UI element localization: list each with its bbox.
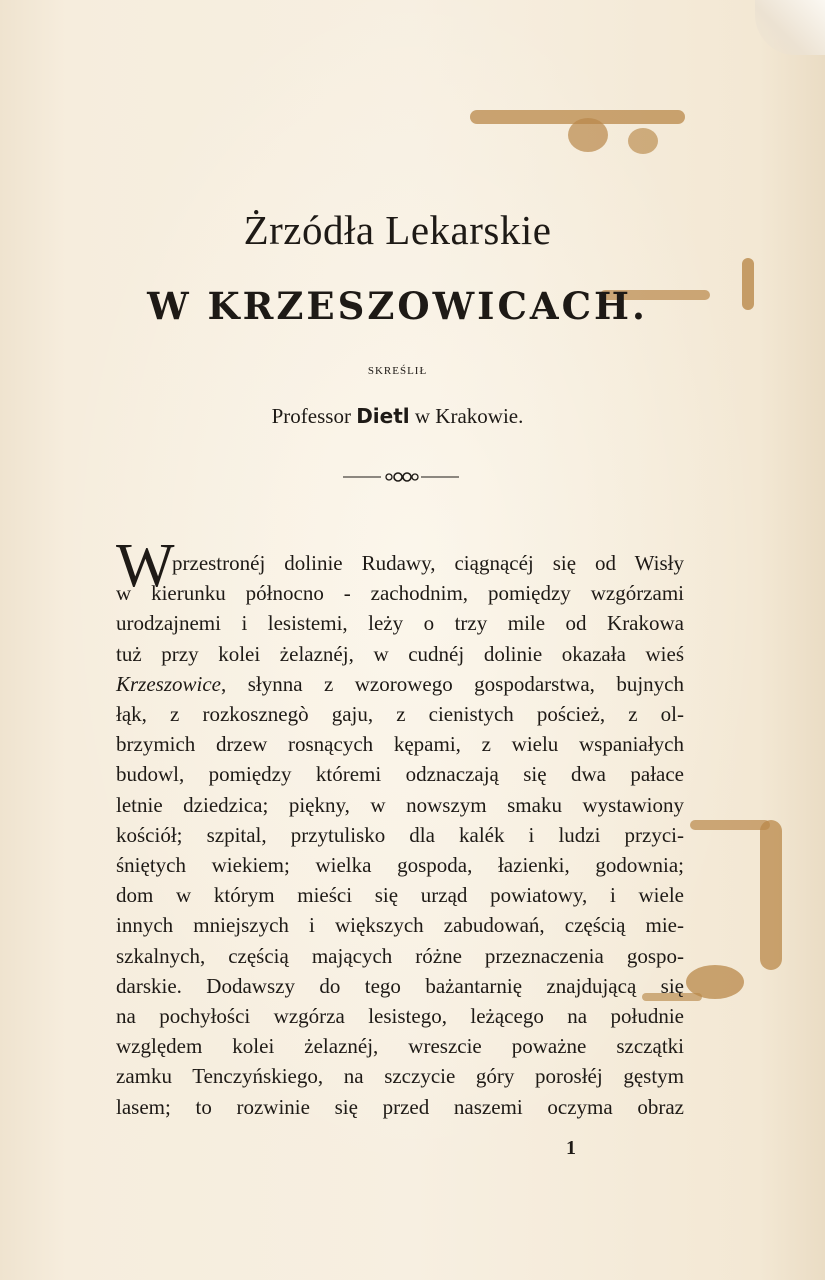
document-subtitle: W KRZESZOWICACH.	[147, 284, 648, 328]
author-name: Dietl	[356, 404, 410, 428]
byline: SKREŚLIŁ	[367, 365, 428, 377]
text-line: tuż przy kolei żelaznéj, w cudnéj dolinie okazała wieś	[116, 641, 684, 666]
text-line: lasem; to rozwinie się przed naszemi oczyma obraz	[116, 1094, 684, 1119]
author-prefix: Professor	[271, 404, 351, 428]
document-title: Żrzódła Lekarskie	[243, 207, 552, 253]
text-line: urodzajnemi i lesistemi, leży o trzy mile od Krakowa	[116, 611, 684, 636]
text-line: śniętych wiekiem; wielka gospoda, łazienki, godownia;	[116, 853, 684, 878]
text-line: względem kolei żelaznéj, wreszcie poważne szczątki	[116, 1034, 684, 1059]
text-line: darskie. Dodawszy do tego bażantarnię znajdującą się	[116, 973, 684, 998]
drop-cap: W	[116, 532, 175, 600]
text-line: na pochyłości wzgórza lesistego, leżącego na południe	[116, 1004, 684, 1029]
stain-top-blob-2	[628, 128, 658, 154]
text-line: dom w którym mieści się urząd powiatowy, i wiele	[116, 883, 684, 908]
ornament-divider	[343, 470, 459, 484]
stain-top-blob	[568, 118, 608, 152]
text-line: letnie dziedzica; piękny, w nowszym smaku wystawiony	[116, 792, 684, 817]
page-number: 1	[566, 1137, 576, 1159]
page-corner-fold	[755, 0, 825, 55]
text-line: zamku Tenczyńskiego, na szczycie góry porosłéj gęstym	[116, 1064, 684, 1089]
text-line: budowl, pomiędzy któremi odznaczają się dwa pałace	[116, 762, 684, 787]
body-paragraph	[116, 548, 684, 1122]
stain-right-drip	[760, 820, 782, 970]
author-suffix: w Krakowie.	[414, 404, 524, 428]
text-line: innych mniejszych i większych zabudowań, częścią mie-	[116, 913, 684, 938]
text-line: Krzeszowice, słynna z wzorowego gospodarstwa, bujnych	[116, 671, 684, 696]
author-line	[0, 404, 795, 429]
text-line: szkalnych, częścią mających różne przeznaczenia gospo-	[116, 943, 684, 968]
stain-right-mid	[690, 820, 770, 830]
text-line: przestronéj dolinie Rudawy, ciągnącéj się od Wisły	[172, 551, 684, 575]
text-line: kościół; szpital, przytulisko dla kalék i ludzi przyci-	[116, 822, 684, 847]
text-line: łąk, z rozkosznegò gaju, z cienistych poścież, z ol-	[116, 702, 684, 727]
text-line: brzymich drzew rosnących kępami, z wielu wspaniałych	[116, 732, 684, 757]
text-line: w kierunku północno - zachodnim, pomiędzy wzgórzami	[116, 581, 684, 606]
